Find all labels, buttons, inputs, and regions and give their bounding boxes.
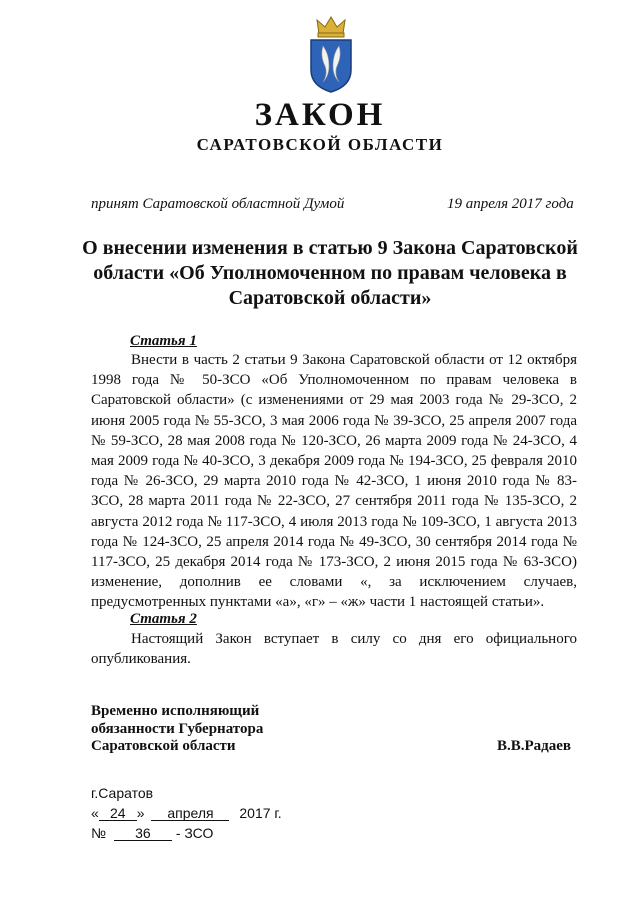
law-subtitle: САРАТОВСКОЙ ОБЛАСТИ (196, 135, 444, 154)
adopted-date: 19 апреля 2017 года (447, 196, 574, 212)
article-1-text: Внести в часть 2 статьи 9 Закона Саратовской области от 12 октября 1998 года № 50-ЗСО «Об Уполномоченном по правам человека в Саратовской области» (с изменениями от 29 мая 2003 года № 29-ЗСО, 2 июня 2005 года № 55-ЗСО, 3 мая 2006 года № 39-ЗСО, 25 апреля 2007 года № 59-ЗСО, 28 мая 2008 года № 120-ЗСО, 26 марта 2009 года № 24-ЗСО, 4 мая 2009 года № 40-ЗСО, 3 декабря 2009 года № 194-ЗСО, 25 февраля 2010 года № 26-ЗСО, 29 марта 2010 года № 42-ЗСО, 1 июня 2010 года № 83-ЗСО, 28 марта 2011 года № 22-ЗСО, 27 сентября 2011 года № 135-ЗСО, 2 августа 2012 года № 117-ЗСО, 4 июля 2013 года № 109-ЗСО, 1 августа 2013 года № 124-ЗСО, 25 апреля 2014 года № 49-ЗСО, 30 сентября 2014 года № 117-ЗСО, 25 декабря 2014 года № 173-ЗСО, 2 июня 2015 года № 63-ЗСО) изменение, дополнив ее словами «, за исключением случаев, предусмотренных пунктами «а», «г» – «ж» части 1 настоящей статьи». (91, 352, 577, 611)
shield-icon (311, 40, 351, 92)
article-2-heading: Статья 2 (130, 611, 197, 627)
number-sign: № (91, 825, 107, 841)
crown-icon (317, 17, 345, 37)
quote-open: « (91, 805, 99, 821)
quote-close: » (136, 805, 145, 821)
number-blank: 36 (114, 826, 172, 841)
month-blank: апреля (151, 806, 229, 821)
signature-position (91, 703, 263, 756)
coat-of-arms-emblem (303, 14, 359, 94)
signer-name: В.В.Радаев (497, 738, 572, 754)
footer-number-line (91, 823, 282, 843)
day-blank: 24 (99, 806, 137, 821)
article-1-heading: Статья 1 (130, 333, 197, 349)
footer-date-line (91, 803, 282, 823)
position-line: Саратовской области (91, 738, 236, 754)
footer-city: г.Саратов (91, 785, 154, 801)
year-text: 2017 г. (239, 805, 282, 821)
number-suffix: - ЗСО (175, 825, 214, 841)
position-line: Временно исполняющий (91, 703, 260, 719)
position-line: обязанности Губернатора (91, 720, 264, 737)
law-title: ЗАКОН (254, 97, 386, 133)
footer-block (91, 783, 282, 843)
adopted-by: принят Саратовской областной Думой (91, 196, 345, 212)
document-title: О внесении изменения в статью 9 Закона Саратовской области «Об Уполномоченном по правам человека в Саратовской области» (82, 237, 578, 309)
article-2-text: Настоящий Закон вступает в силу со дня его официального опубликования. (91, 631, 577, 668)
